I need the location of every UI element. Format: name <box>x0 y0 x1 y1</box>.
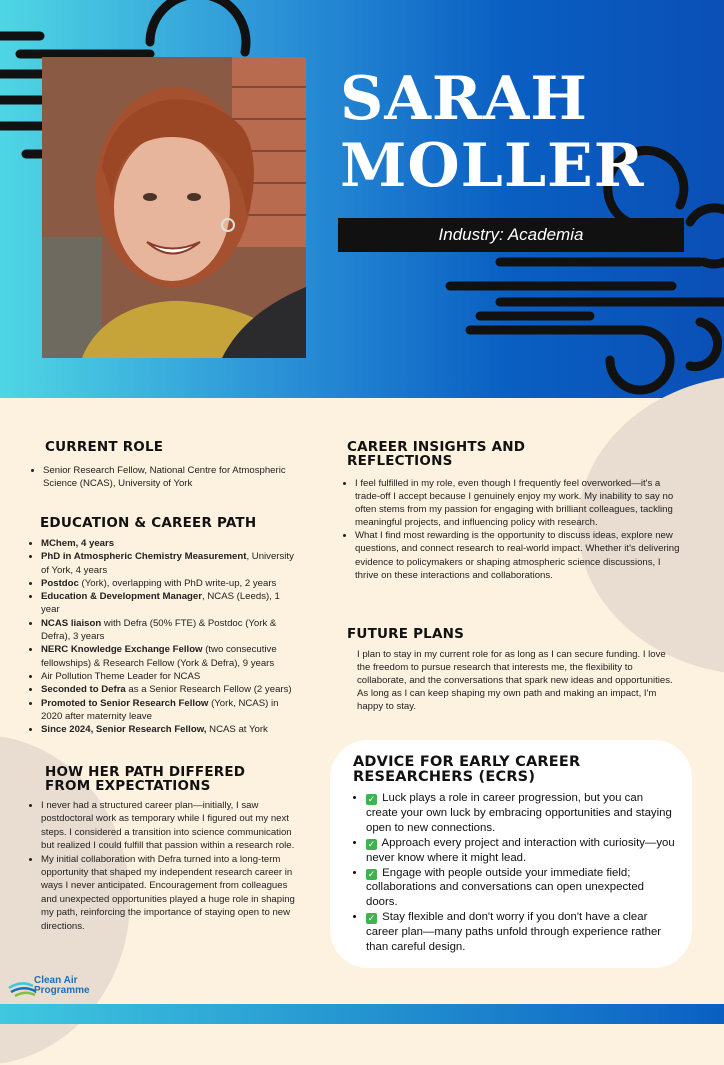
profile-photo <box>42 57 306 358</box>
item-bold: NERC Knowledge Exchange Fellow <box>41 644 203 656</box>
item-text: as a Senior Research Fellow (2 years) <box>125 684 292 696</box>
advice-text: Approach every project and interaction with curiosity—you never know where it might lead. <box>366 836 675 864</box>
item-bold: Postdoc <box>41 577 79 589</box>
list-item <box>41 537 296 550</box>
list-item <box>41 643 296 670</box>
list-item <box>366 836 675 866</box>
list-item <box>41 590 296 617</box>
education-section <box>28 537 296 736</box>
list-item <box>366 866 675 911</box>
list-item <box>41 683 296 696</box>
education-heading: EDUCATION & CAREER PATH <box>40 515 257 531</box>
insights-section <box>342 477 684 582</box>
current-role-heading: CURRENT ROLE <box>45 439 164 455</box>
list-item <box>366 910 675 955</box>
list-item <box>41 550 296 577</box>
list-item: • What I find most rewarding is the opportunity to discuss ideas, explore new questions, and connect research to real-world impact. Whether it's delivering evidence to policymakers or shaping atmospheric science discussions, I thrive on these interactions and collaborations. <box>355 529 684 581</box>
item-text: (York), overlapping with PhD write-up, 2 years <box>78 577 277 589</box>
item-bold: Since 2024, Senior Research Fellow, <box>41 724 207 736</box>
item-text: with Defra (50% FTE) & Postdoc (York & Defra), 3 years <box>41 617 277 643</box>
item-text: Air Pollution Theme Leader for NCAS <box>41 670 201 682</box>
list-item <box>41 577 296 590</box>
advice-heading <box>353 755 580 785</box>
portrait-illustration <box>42 57 306 358</box>
advice-section <box>353 791 675 955</box>
list-item: • I never had a structured career plan—initially, I saw postdoctoral work as temporary while I figured out my next steps. I considered a transition into science communication but realized I could fulfill that passion within a research role. <box>41 799 298 853</box>
advice-text: Engage with people outside your immediate field; collaborations and conversations can open unexpected doors. <box>366 866 644 909</box>
item-text: , University of York, 4 years <box>41 551 294 576</box>
item-bold: Promoted to Senior Research Fellow <box>41 697 209 709</box>
list-item: • Senior Research Fellow, National Centre for Atmospheric Science (NCAS), University of York <box>43 464 292 490</box>
list-item <box>366 791 675 836</box>
heading-line: CAREER INSIGHTS AND <box>347 439 526 455</box>
insights-heading <box>347 440 525 468</box>
check-mark-icon: ✓ <box>367 794 376 804</box>
header-banner <box>0 0 724 398</box>
heading-line: HOW HER PATH DIFFERED <box>45 764 246 780</box>
list-item <box>41 697 296 724</box>
item-text: , NCAS (Leeds), 1 year <box>41 591 280 616</box>
advice-text: Stay flexible and don't worry if you don't have a clear career plan—many paths unfold through experience rather than careful design. <box>366 911 662 954</box>
path-differed-section <box>28 799 298 933</box>
list-item <box>41 723 296 736</box>
item-bold: Seconded to Defra <box>41 684 126 696</box>
check-mark-icon: ✓ <box>367 838 376 849</box>
check-mark-icon: ✓ <box>367 913 376 924</box>
item-bold: Education & Development Manager <box>41 591 202 603</box>
name-first: SARAH <box>340 64 588 134</box>
name-last: MOLLER <box>340 131 645 201</box>
heading-line: ADVICE FOR EARLY CAREER <box>353 754 581 770</box>
item-bold: MChem, 4 years <box>41 538 115 549</box>
list-item <box>41 617 296 644</box>
logo-line: Programme <box>34 985 90 996</box>
heading-line: FROM EXPECTATIONS <box>45 778 211 794</box>
list-item <box>41 670 296 683</box>
list-item: • I feel fulfilled in my role, even though I frequently feel overworked—it's a trade-off I accept because I genuinely enjoy my work. My inability to say no often stems from my passion for engaging with brilliant colleagues, tackling meaningful projects, and influencing policy with research. <box>355 477 684 529</box>
person-name <box>340 66 645 200</box>
current-role-section <box>30 464 292 490</box>
heading-line: REFLECTIONS <box>347 453 453 469</box>
advice-text: Luck plays a role in career progression, but you can create your own luck by embracing opportunities and staying open to new connections. <box>366 792 672 834</box>
item-text: NCAS at York <box>206 724 268 736</box>
item-text: (two consecutive fellowships) & Research Fellow (York & Defra), 9 years <box>41 644 277 669</box>
item-bold: NCAS liaison <box>41 617 102 629</box>
footer-bar <box>0 1004 724 1024</box>
check-mark-icon: ✓ <box>367 868 376 879</box>
industry-badge: Industry: Academia <box>338 218 684 252</box>
item-bold: PhD in Atmospheric Chemistry Measurement <box>41 551 247 563</box>
future-plans-heading: FUTURE PLANS <box>347 626 465 642</box>
list-item: • My initial collaboration with Defra turned into a long-term opportunity that shaped my independent research career in ways I never anticipated. Encouragement from colleagues and unexpected opportunities played a huge role in shaping my path, reinforcing the importance of staying open to new directions. <box>41 853 298 933</box>
logo-wordmark <box>34 976 90 996</box>
logo-line: Clean Air <box>34 975 78 986</box>
future-plans-text: I plan to stay in my current role for as long as I can secure funding. I love the freedom to pursue research that interests me, the flexibility to collaborate, and the conversations that spark new ideas and opportunities. As long as I can keep shaping my own path and making an impact, I'm happy to stay. <box>357 649 673 713</box>
path-differed-heading <box>45 765 245 793</box>
heading-line: RESEARCHERS (ECRS) <box>353 769 536 785</box>
item-text: (York, NCAS) in 2020 after maternity leave <box>41 697 279 722</box>
